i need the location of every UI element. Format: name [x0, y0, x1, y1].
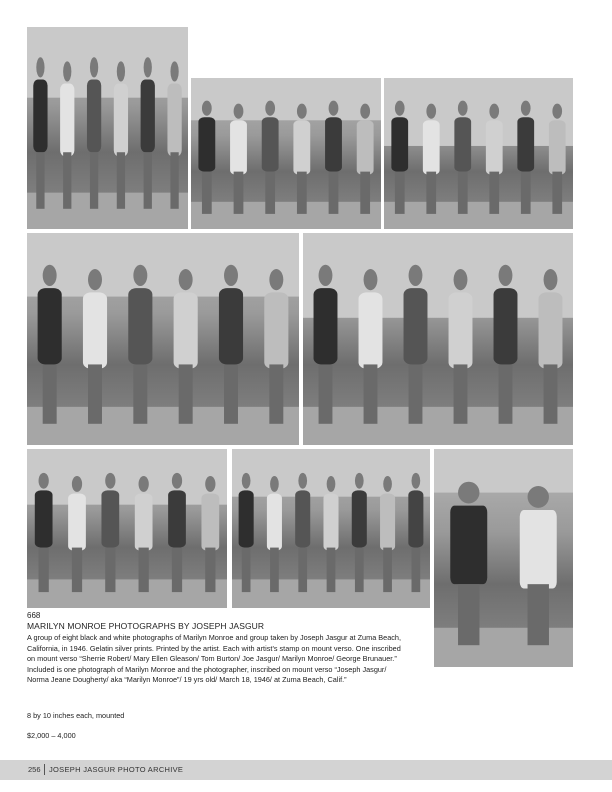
photo-group-beach-1: [27, 27, 188, 229]
photo-group-beach-6: [27, 449, 227, 608]
photo-group-beach-2: [191, 78, 381, 229]
footer-title: JOSEPH JASGUR PHOTO ARCHIVE: [49, 765, 184, 774]
lot-description: A group of eight black and white photographs of Marilyn Monroe and group taken by Joseph Jasgur at Zuma Beach, California, in 1946. Gelatin silver prints. Printed by the artist. Each with artist’s stamp on mount verso. One inscribed on mount verso “Sherrie Robert/ Mary Ellen Gleason/ Tom Burton/ Joe Jasgur/ Marilyn Monroe/ George Brunauer.” Included is one photograph of Marilyn Monroe and the photographer, inscribed on mount verso “Joseph Jasgur/ Norma Jeane Dougherty/ aka “Marilyn Monroe”/ 19 yrs old/ March 18, 1946/ at Zuma Beach, Calif.”: [27, 633, 401, 685]
photo-figures: [434, 449, 573, 667]
photo-monroe-and-photographer: [434, 449, 573, 667]
footer-divider: [44, 764, 45, 775]
lot-size: 8 by 10 inches each, mounted: [27, 711, 125, 720]
page-number: 256: [28, 765, 41, 774]
photo-figures: [27, 233, 299, 445]
photo-figures: [384, 78, 573, 229]
lot-title: MARILYN MONROE PHOTOGRAPHS BY JOSEPH JASGUR: [27, 621, 265, 631]
photo-figures: [27, 449, 227, 608]
photo-group-beach-4: [27, 233, 299, 445]
photo-group-beach-7: [232, 449, 430, 608]
photo-figures: [232, 449, 430, 608]
photo-group-beach-3: [384, 78, 573, 229]
lot-estimate: $2,000 – 4,000: [27, 731, 76, 740]
photo-figures: [191, 78, 381, 229]
photo-group-beach-5: [303, 233, 573, 445]
lot-number: 668: [27, 611, 41, 620]
photo-figures: [303, 233, 573, 445]
page-footer: [0, 760, 612, 780]
photo-figures: [27, 27, 188, 229]
